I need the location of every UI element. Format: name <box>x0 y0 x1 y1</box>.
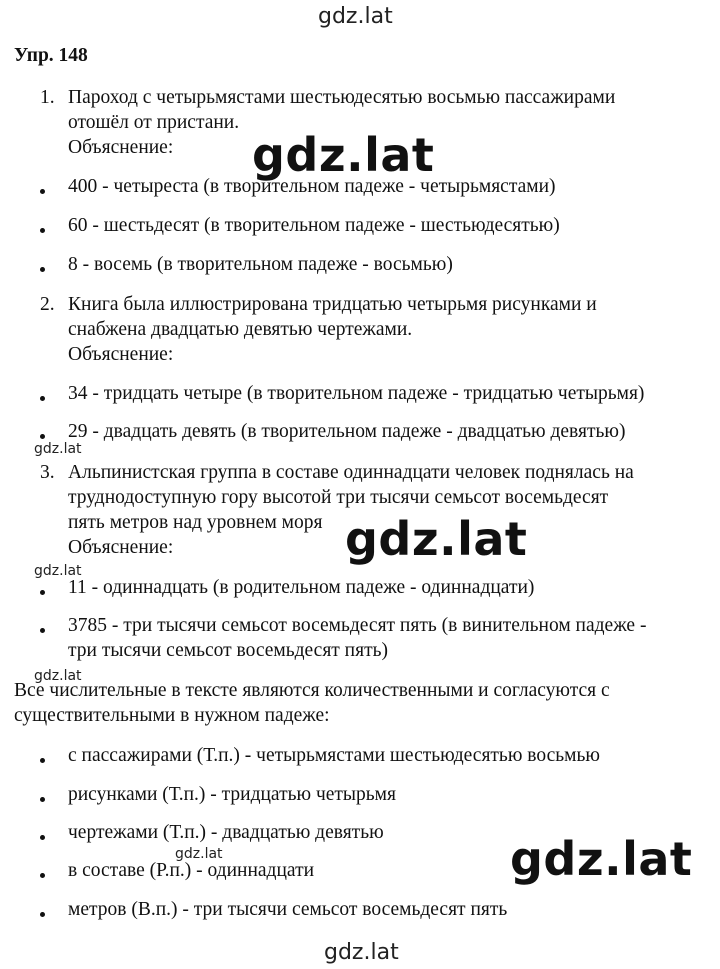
item-1-sentence-line-1: Пароход с четырьмястами шестьюдесятью восьмью пассажирами <box>68 87 616 108</box>
bullet-dot <box>40 228 45 233</box>
bullet-dot <box>40 912 45 917</box>
summary-bullet-1: с пассажирами (Т.п.) - четырьмястами шестьюдесятью восьмью <box>68 745 600 766</box>
item-3-bullet-1: 11 - одиннадцать (в родительном падеже - одиннадцати) <box>68 577 535 598</box>
item-3-sentence-line-1: Альпинистская группа в составе одиннадцати человек поднялась на <box>68 462 634 483</box>
item-3-bullet-2-line-1: 3785 - три тысячи семьсот восемьдесят пять (в винительном падеже - <box>68 615 647 636</box>
item-2-explanation-label: Объяснение: <box>68 344 174 365</box>
watermark-small-2: gdz.lat <box>34 563 82 579</box>
watermark-top: gdz.lat <box>318 4 393 29</box>
item-3-explanation-label: Объяснение: <box>68 537 174 558</box>
item-3-sentence-line-2: труднодоступную гору высотой три тысячи семьсот восемьдесят <box>68 487 609 508</box>
bullet-dot <box>40 396 45 401</box>
watermark-bottom: gdz.lat <box>324 940 399 965</box>
bullet-dot <box>40 797 45 802</box>
summary-bullet-4: в составе (Р.п.) - одиннадцати <box>68 860 315 881</box>
summary-line-1: Все числительные в тексте являются количественными и согласуются с <box>14 680 610 701</box>
watermark-big-1: gdz.lat <box>252 128 435 182</box>
summary-line-2: существительными в нужном падеже: <box>14 705 330 726</box>
summary-bullet-5: метров (В.п.) - три тысячи семьсот восемьдесят пять <box>68 899 508 920</box>
item-2-sentence-line-1: Книга была иллюстрирована тридцатью четырьмя рисунками и <box>68 294 597 315</box>
item-3-sentence-line-3: пять метров над уровнем моря <box>68 512 323 533</box>
item-1-number: 1. <box>40 87 55 108</box>
exercise-title: Упр. 148 <box>14 45 88 66</box>
watermark-small-1: gdz.lat <box>34 441 82 457</box>
item-1-explanation-label: Объяснение: <box>68 137 174 158</box>
bullet-dot <box>40 434 45 439</box>
item-1-bullet-1: 400 - четыреста (в творительном падеже - четырьмястами) <box>68 176 556 197</box>
item-1-bullet-3: 8 - восемь (в творительном падеже - восьмью) <box>68 254 453 275</box>
watermark-small-4: gdz.lat <box>175 846 223 862</box>
item-3-bullet-2-line-2: три тысячи семьсот восемьдесят пять) <box>68 640 388 661</box>
item-2-bullet-2: 29 - двадцать девять (в творительном падеже - двадцатью девятью) <box>68 421 626 442</box>
bullet-dot <box>40 835 45 840</box>
summary-bullet-3: чертежами (Т.п.) - двадцатью девятью <box>68 822 384 843</box>
bullet-dot <box>40 189 45 194</box>
watermark-big-3: gdz.lat <box>510 832 693 886</box>
bullet-dot <box>40 590 45 595</box>
item-2-bullet-1: 34 - тридцать четыре (в творительном падеже - тридцатью четырьмя) <box>68 383 645 404</box>
item-1-bullet-2: 60 - шестьдесят (в творительном падеже - шестьюдесятью) <box>68 215 560 236</box>
bullet-dot <box>40 267 45 272</box>
item-3-number: 3. <box>40 462 55 483</box>
item-1-sentence-line-2: отошёл от пристани. <box>68 112 240 133</box>
watermark-big-2: gdz.lat <box>345 512 528 566</box>
item-2-number: 2. <box>40 294 55 315</box>
bullet-dot <box>40 628 45 633</box>
bullet-dot <box>40 873 45 878</box>
bullet-dot <box>40 758 45 763</box>
item-2-sentence-line-2: снабжена двадцатью девятью чертежами. <box>68 319 413 340</box>
watermark-small-3: gdz.lat <box>34 668 82 684</box>
summary-bullet-2: рисунками (Т.п.) - тридцатью четырьмя <box>68 784 396 805</box>
